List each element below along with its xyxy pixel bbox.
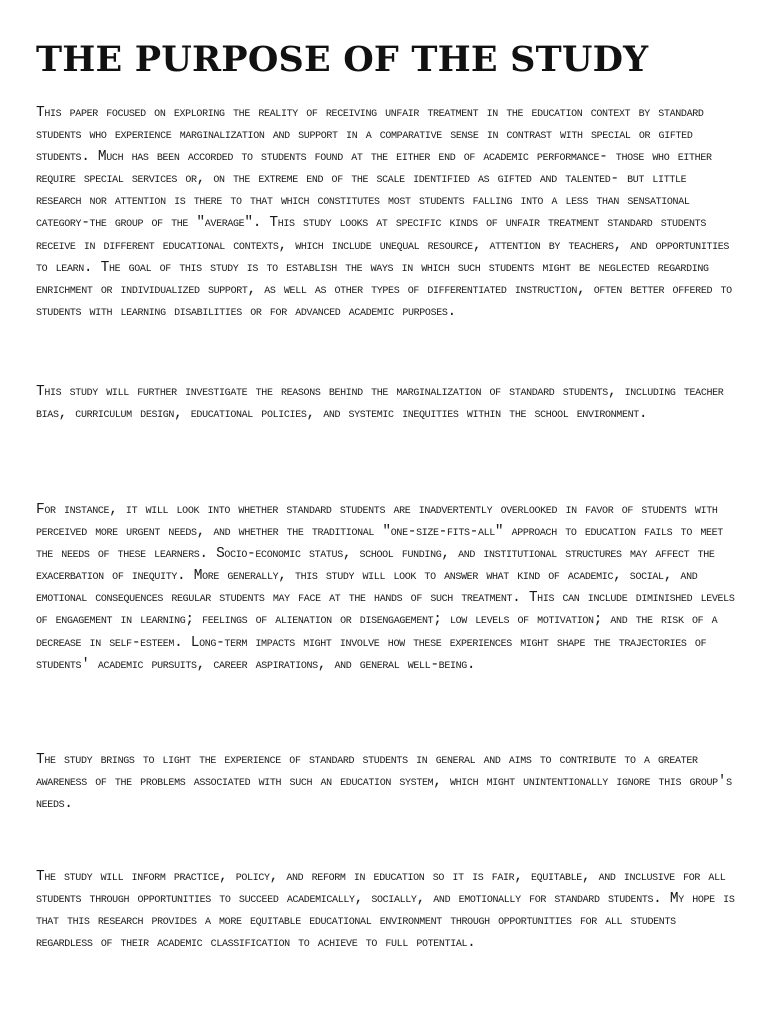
page-title: THE PURPOSE OF THE STUDY: [36, 39, 649, 80]
paragraph-3: For instance, it will look into whether standard students are inadvertently overlooked in favor of students with perceived more urgent needs, and whether the traditional "one-size-fits-all" approach to education fails to meet the needs of these learners. Socio-economic status, school funding, and institutional structures may affect the exacerbation of inequity. More generally, this study will look to answer what kind of academic, social, and emotional consequences regular students may face at the hands of such treatment. This can include diminished levels of engagement in learning; feelings of alienation or disengagement; low levels of motivation; and the risk of a decrease in self-esteem. Long-term impacts might involve how these experiences might shape the trajectories of students' academic pursuits, career aspirations, and general well-being.: [36, 502, 735, 673]
paragraph-5: The study will inform practice, policy, and reform in education so it is fair, equitable, and inclusive for all students through opportunities to succeed academically, socially, and emotionally for standard students. My hope is that this research provides a more equitable educational environment through opportunities for all students regardless of their academic classification to achieve to full potential.: [36, 869, 735, 952]
paragraph-2: This study will further investigate the reasons behind the marginalization of standard students, including teacher bias, curriculum design, educational policies, and systemic inequities within the school environment.: [36, 384, 724, 423]
paragraph-4: The study brings to light the experience of standard students in general and aims to contribute to a greater awareness of the problems associated with such an education system, which might unintentionally ignore this group's needs.: [36, 752, 732, 813]
paragraph-1: This paper focused on exploring the reality of receiving unfair treatment in the education context by standard students who experience marginalization and support in a comparative sense in contrast with special or gifted students. Much has been accorded to students found at the either end of academic performance- those who either require special services or, on the extreme end of the scale identified as gifted and talented- but little research nor attention is there to that which constitutes most students falling into a less than sensational category-the group of the "average". This study looks at specific kinds of unfair treatment standard students receive in different educational contexts, which include unequal resource, attention by teachers, and opportunities to learn. The goal of this study is to establish the ways in which such students might be neglected regarding enrichment or individualized support, as well as other types of differentiated instruction, often better offered to students with learning disabilities or for advanced academic purposes.: [36, 105, 732, 320]
